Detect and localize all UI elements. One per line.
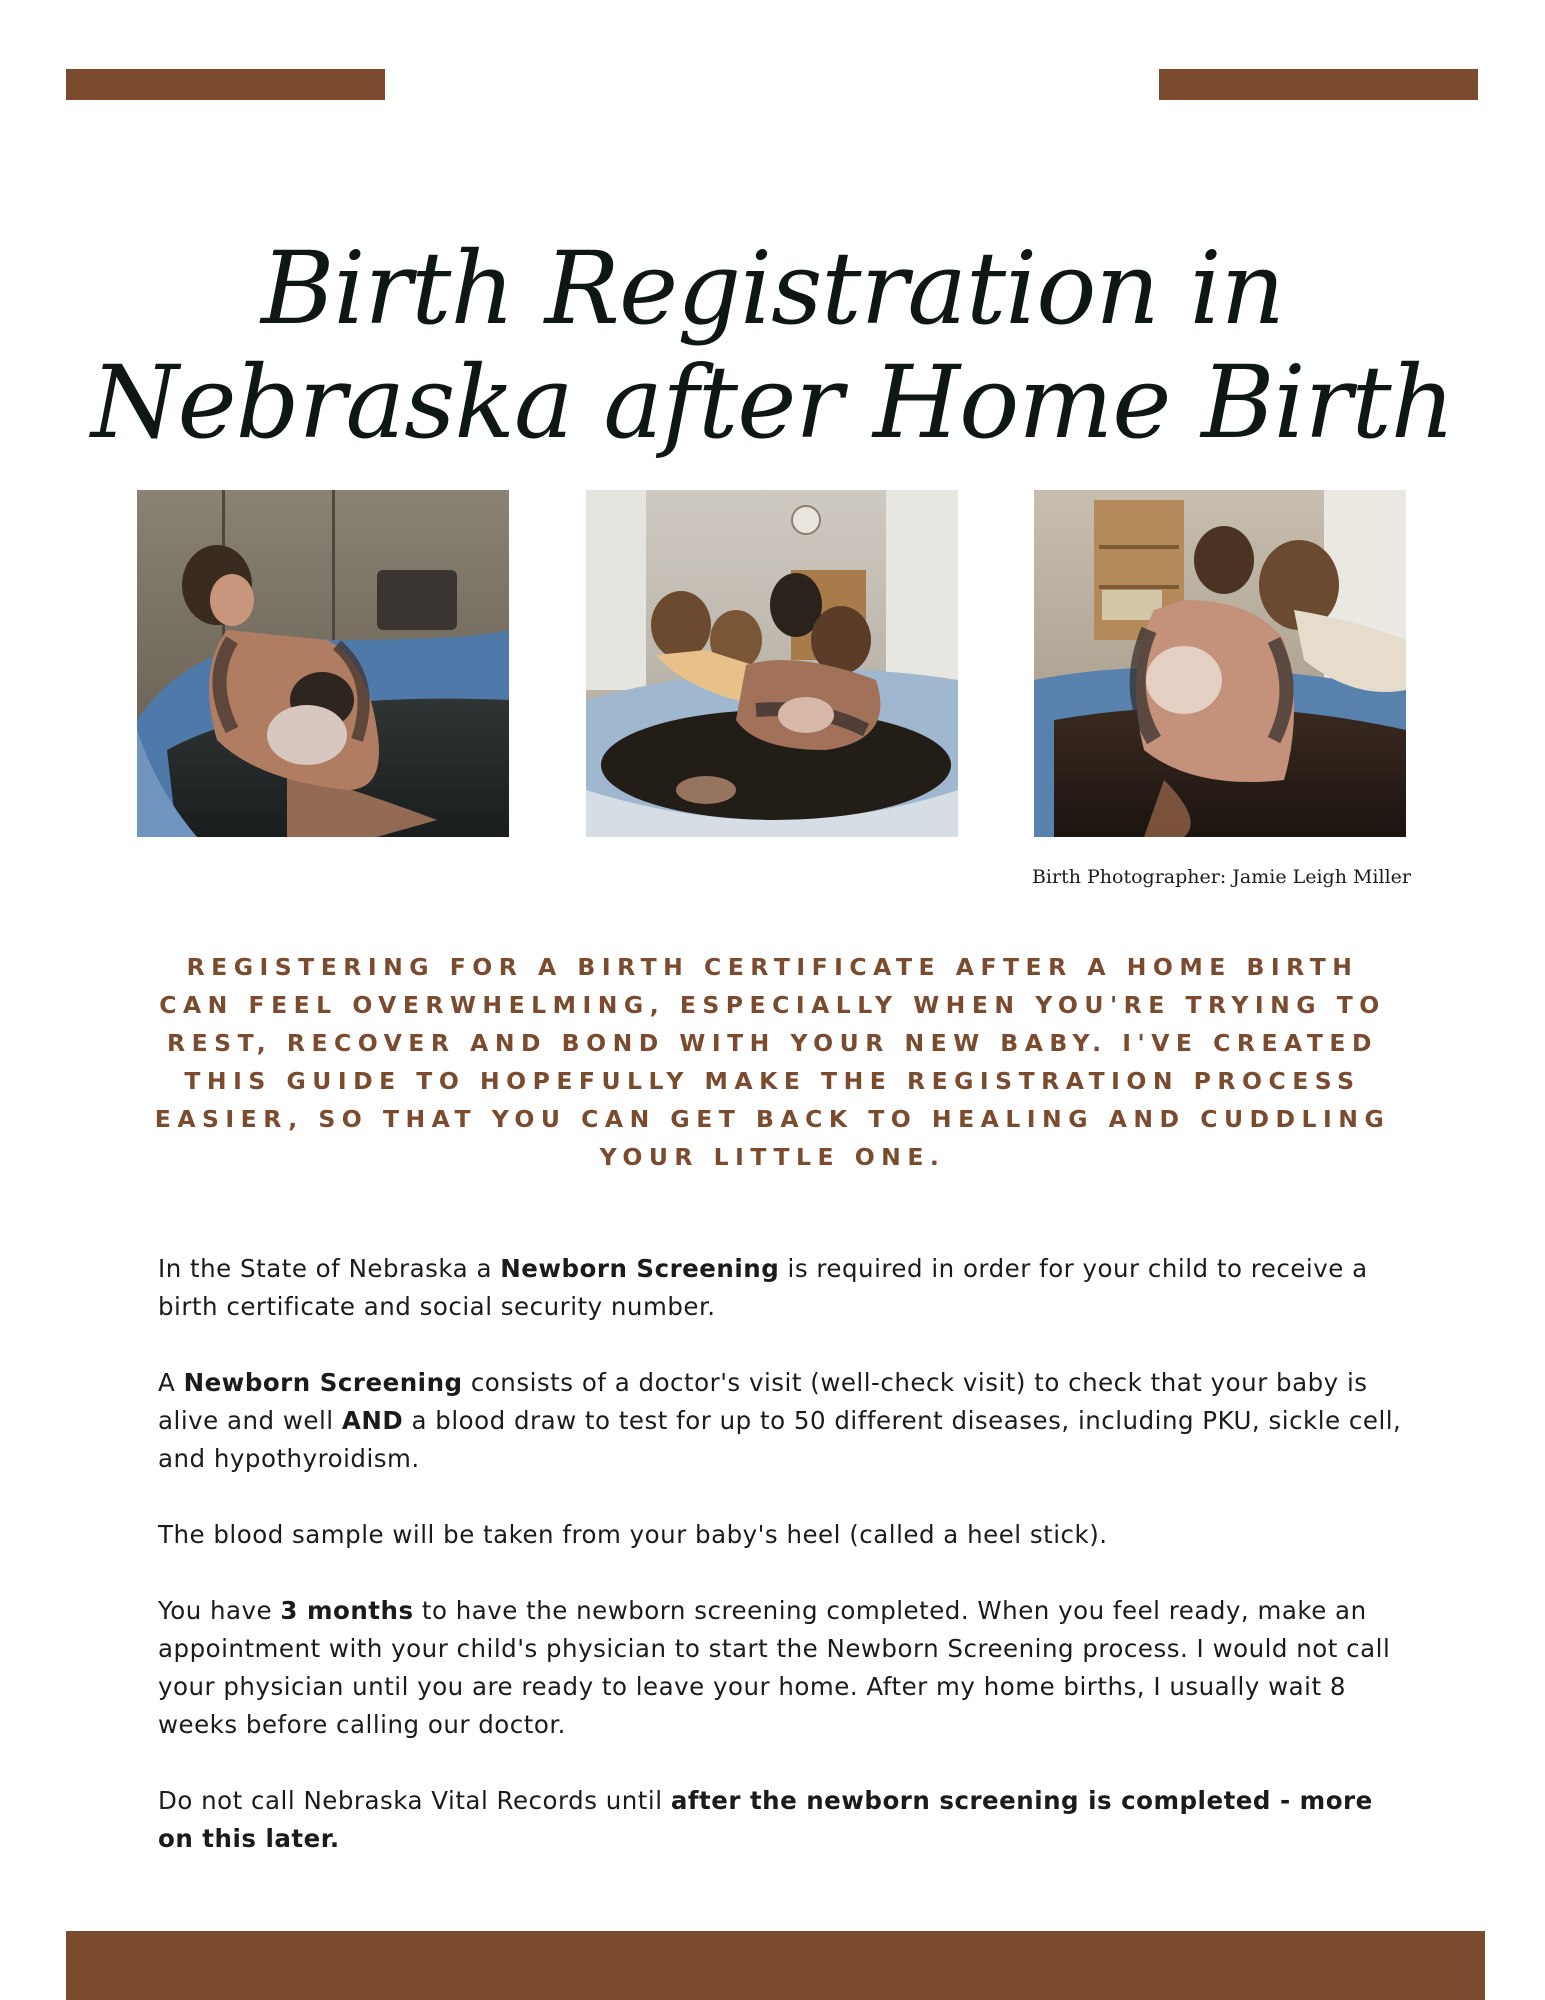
photo-family-newborn-pool xyxy=(586,490,958,837)
paragraph-newborn-screening-definition: A Newborn Screening consists of a doctor's visit (well-check visit) to check that your baby is alive and well AND a blood draw to test for up to 50 different diseases, including PKU, sickle cell, and hypothyroidism. xyxy=(158,1368,1402,1473)
top-left-accent-bar xyxy=(66,69,385,100)
body-text xyxy=(158,1250,1408,1896)
paragraph-timeline: You have 3 months to have the newborn screening completed. When you feel ready, make an appointment with your child's physician to start the Newborn Screening process. I would not call your physician until you are ready to leave your home. After my home births, I usually wait 8 weeks before calling our doctor. xyxy=(158,1596,1391,1739)
photographer-credit: Birth Photographer: Jamie Leigh Miller xyxy=(1031,866,1411,888)
paragraph-vital-records: Do not call Nebraska Vital Records until after the newborn screening is completed - more on this later. xyxy=(158,1786,1373,1853)
photo-mother-newborn-pool xyxy=(137,490,509,837)
paragraph-newborn-screening-required: In the State of Nebraska a Newborn Screening is required in order for your child to receive a birth certificate and social security number. xyxy=(158,1254,1368,1321)
page-title xyxy=(0,232,1545,460)
intro-callout: REGISTERING FOR A BIRTH CERTIFICATE AFTER A HOME BIRTH CAN FEEL OVERWHELMING, ESPECIALLY WHEN YOU'RE TRYING TO REST, RECOVER AND BOND WITH YOUR NEW BABY. I'VE CREATED THIS GUIDE TO HOPEFULLY MAKE THE REGISTRATION PROCESS EASIER, SO THAT YOU CAN GET BACK TO HEALING AND CUDDLING YOUR LITTLE ONE. xyxy=(154,953,1391,1171)
title-line-2: Nebraska after Home Birth xyxy=(90,344,1455,461)
bottom-accent-bar xyxy=(66,1931,1485,2000)
title-line-1: Birth Registration in xyxy=(261,230,1284,347)
paragraph-heel-stick: The blood sample will be taken from your baby's heel (called a heel stick). xyxy=(158,1520,1108,1549)
top-right-accent-bar xyxy=(1159,69,1478,100)
photo-mother-nursing-pool xyxy=(1034,490,1406,837)
